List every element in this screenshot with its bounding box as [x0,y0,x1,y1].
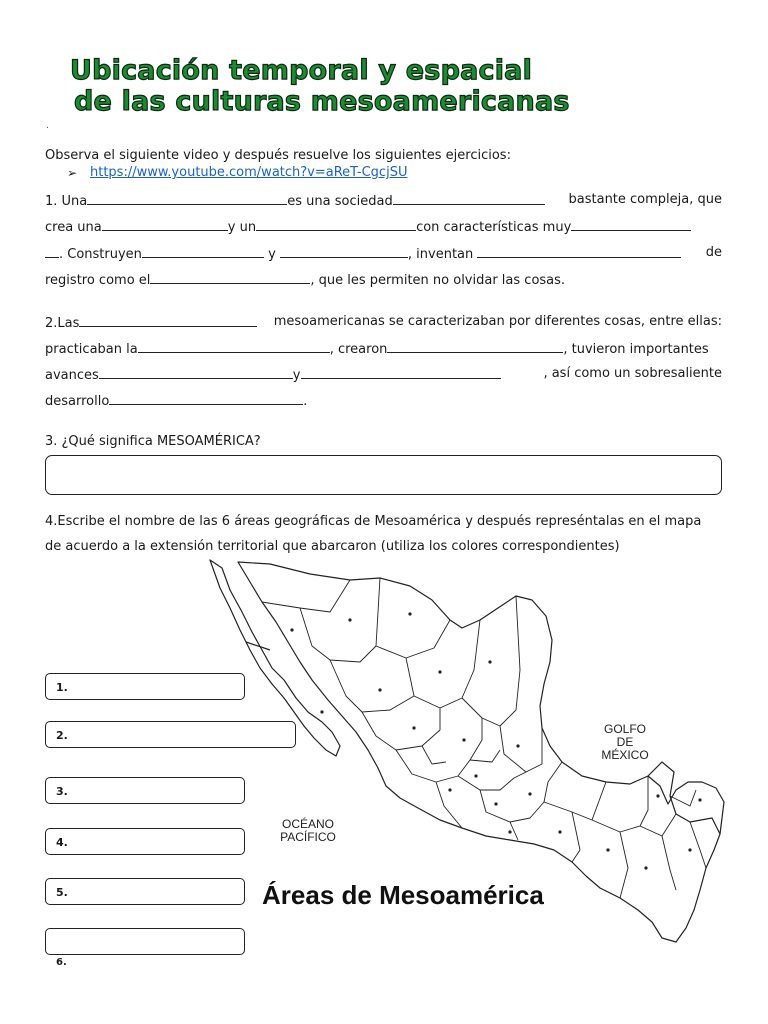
q1-line-4 [45,271,722,289]
q2-number: 2. [45,316,58,331]
area-box-4[interactable]: 4. [45,828,245,855]
q1-number: 1. [45,194,58,209]
q1-text: y un [227,220,257,235]
q2-text: Las [57,316,80,331]
blank-field[interactable] [280,245,408,258]
area-box-6-number: 6. [56,957,67,968]
q1-text: . Construyen [59,247,142,262]
q3-answer-box[interactable] [45,455,722,495]
q2-line-4 [45,392,722,410]
q1-line-1 [45,192,722,210]
q2-text: desarrollo [45,394,110,409]
q1-text: de [705,245,722,260]
blank-field[interactable] [87,192,287,205]
q2-line-3 [45,366,722,384]
q1-line-2 [45,218,722,236]
q4-number: 4. [45,514,58,529]
blank-field[interactable] [102,218,228,231]
q2-text: avances [45,368,99,383]
blank-field[interactable] [301,366,501,379]
q2-text: practicaban la [45,342,138,357]
q2-line-1 [45,314,722,332]
area-box-2[interactable]: 2. [45,721,296,748]
blank-field[interactable] [142,245,264,258]
blank-field[interactable] [387,340,563,353]
area-box-6[interactable] [45,928,245,955]
q1-text: , que les permiten no olvidar las cosas. [310,273,566,288]
blank-field[interactable] [571,218,691,231]
arrow-bullet-icon: ➢ [67,166,78,180]
q1-text: con características muy [416,220,572,235]
q2-text: mesoamericanas se caracterizaban por diferentes cosas, entre ellas: [273,314,722,329]
blank-field[interactable] [150,271,310,284]
q1-text: Una [61,194,88,209]
q1-line-3 [45,245,722,263]
blank-field[interactable] [138,340,330,353]
area-box-3[interactable]: 3. [45,777,245,804]
q2-text: . [303,394,308,409]
q1-text: es una sociedad [287,194,393,209]
q2-line-2 [45,340,722,358]
q2-text: y [292,368,301,383]
map-caption: Áreas de Mesoamérica [262,880,544,910]
yucatan-outline [648,776,724,834]
blank-field[interactable] [79,314,257,327]
blank-field[interactable] [99,366,293,379]
area-box-5[interactable]: 5. [45,878,245,905]
worksheet-title-line-2: de las culturas mesoamericanas [74,86,570,117]
worksheet-title-line-1: Ubicación temporal y espacial [70,55,533,86]
marker-dot: . [46,121,49,131]
q3-prompt: 3. ¿Qué significa MESOAMÉRICA? [45,434,261,449]
video-link[interactable]: https://www.youtube.com/watch?v=aReT-CgcjSU [90,165,408,180]
q4-line-1 [45,514,722,530]
pacific-ocean-label: OCÉANO PACÍFICO [280,817,336,844]
q1-text: , inventan [407,247,474,262]
blank-field[interactable] [477,245,681,258]
q1-text: registro como el [45,273,151,288]
q1-text: bastante compleja, que [568,192,722,207]
q2-text: , crearon [329,342,388,357]
blank-field[interactable] [45,245,59,258]
gulf-of-mexico-label: GOLFO DE MÉXICO [601,722,649,762]
q2-text: , así como un sobresaliente [543,366,722,381]
q1-text: crea una [45,220,102,235]
q1-text: y [268,247,276,262]
blank-field[interactable] [109,392,303,405]
q4-line-2: de acuerdo a la extensión territorial que abarcaron (utiliza los colores correspondientes) [45,539,620,554]
blank-field[interactable] [393,192,545,205]
instructions-text: Observa el siguiente video y después resuelve los siguientes ejercicios: [45,148,511,163]
q2-text: , tuvieron importantes [563,342,709,357]
blank-field[interactable] [256,218,416,231]
q4-text: Escribe el nombre de las 6 áreas geográficas de Mesoamérica y después represéntalas en el mapa [57,514,702,529]
area-box-1[interactable]: 1. [45,673,245,700]
